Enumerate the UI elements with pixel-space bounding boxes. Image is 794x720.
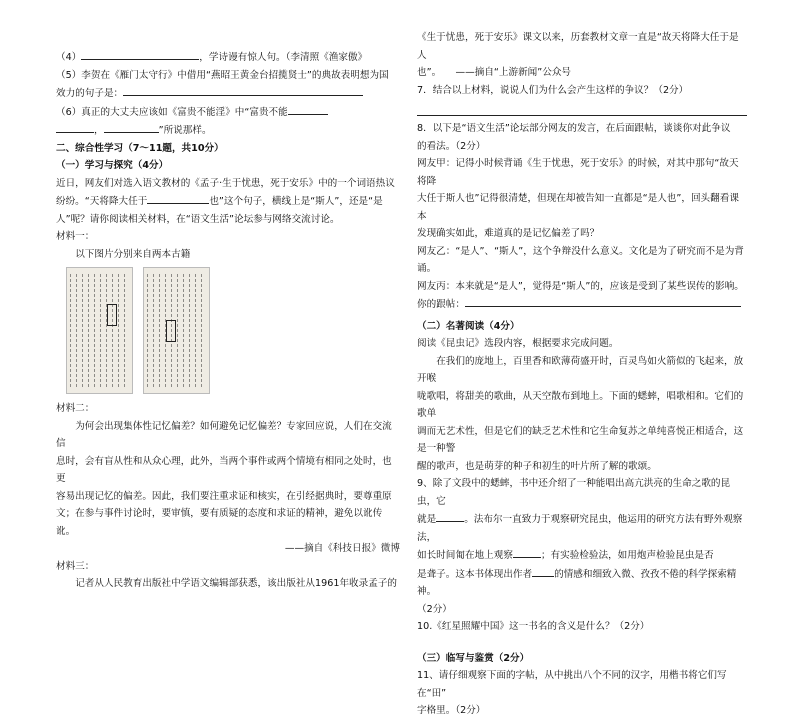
your-post-label: 你的跟帖： [417,299,465,310]
material1-caption: 以下图片分别来自两本古籍 [75,248,191,260]
question-5-line2 [56,84,400,103]
material2-line3: 容易出现记忆的偏差。因此，我们要注重求证和核实，在引经据典时，要尊重原 [56,490,392,502]
intro-blank [147,192,209,204]
q5-line2: 效力的句子是： [56,88,124,99]
q4-suffix: ，学诗谩有惊人句。（李清照《渔家傲》 [199,52,368,63]
left-column [56,0,400,593]
intro-line2 [56,192,400,211]
q9-line2-a: 就是 [417,514,437,525]
q9-line3-a: 如长时间匍在地上观察 [417,550,513,561]
intro-line1: 近日，网友们对选入语文教材的《孟子·生于忧患，死于安乐》中的一个词语热议 [56,177,395,189]
q9-line4-b: 的情感和细致入微、孜孜不倦的科学探索精神。 [417,568,737,597]
sub3-title: （三）临写与鉴赏（2分） [417,652,530,664]
material1-title: 材料一： [56,231,95,242]
passage-line3: 调而无艺术性，但是它们的缺乏艺术性和它生命复苏之单纯喜悦正相适合，这是一种警 [417,425,744,454]
q9-score: （2分） [417,603,452,615]
user-a-line1: 网友甲：记得小时候背诵《生于忧患，死于安乐》的时候，对其中那句“故天将降 [417,158,739,187]
material2-source: ——摘自《科技日报》微博 [284,543,400,554]
question-5 [56,67,400,85]
passage-line4: 醒的歌声，也是萌芽的种子和初生的叶片所了解的歌颂。 [417,460,657,472]
q9-line2-b: 。法布尔一直致力于观察研究昆虫，他运用的研究方法有野外观察法， [417,514,743,543]
q9-blank-1[interactable] [436,510,464,522]
passage-line1: 在我们的庞地上，百里香和欧薄荷盛开时，百灵鸟如火箭似的飞起来，放开喉 [417,355,744,384]
highlight-box [107,304,117,326]
passage-line2: 咙歌唱，将甜美的歌曲，从天空散布到地上。下面的蟋蟀，唱歌相和。它们的歌单 [417,390,744,419]
q5-answer-blank[interactable] [123,84,363,96]
q6-answer-blank-1[interactable] [288,103,328,115]
question-9-line4 [417,565,747,601]
question-6-line2: ， ”所说那样。 [56,121,400,140]
your-post-answer-line[interactable] [465,295,741,307]
question-4 [56,48,400,67]
q9-line3-b: ；有实验检验法，如用炮声检验昆虫是否 [540,550,714,561]
material3-title: 材料三： [56,560,95,572]
q6-answer-blank-2[interactable] [56,121,94,133]
q5-line1: （5）李贺在《雁门太守行》中借用“燕昭王黄金台招揽贤士”的典故表明想为国 [56,69,389,81]
q9-blank-2[interactable] [513,546,541,558]
material2-line1: 为何会出现集体性记忆偏差？如何避免记忆偏差？专家回应说，人们在交流信 [56,420,392,449]
section2-title: 二、综合性学习（7～11题，共10分） [56,142,224,154]
reading-intro: 阅读《昆虫记》选段内容，根据要求完成问题。 [417,338,619,349]
intro-line2-b: 也”这个句子，横线上是“斯人”，还是“是 [209,196,383,207]
intro-line2-a: 纷纷。“天将降大任于 [56,196,148,207]
q4-answer-blank[interactable] [81,48,199,60]
question-9-line1: 9、除了文段中的蟋蟀，书中还介绍了一种能唱出高亢洪亮的生命之歌的昆虫，它 [417,478,731,507]
q7-answer-line[interactable] [417,101,747,116]
sub2-title: （二）名著阅读（4分） [417,320,520,332]
question-6 [56,103,400,122]
ancient-book-images [66,267,400,394]
user-a-line3: 发现确实如此，难道真的是记忆偏差了吗？ [417,228,600,239]
question-11-line2: 字格里。（2分） [417,705,486,716]
highlight-box [166,320,176,342]
question-7: 7．结合以上材料，说说人们为什么会产生这样的争议？（2分） [417,84,689,96]
ancient-book-scan-2 [143,267,210,394]
sub1-title: （一）学习与探究（4分） [56,160,169,171]
q6-answer-blank-3[interactable] [104,121,159,133]
ancient-book-scan-1 [66,267,133,394]
q6-line1: （6）真正的大丈夫应该如《富贵不能淫》中“富贵不能 [56,106,288,118]
material2-line2: 息时，会有盲从性和从众心理，此外，当两个事件或两个情境有相同之处时，也更 [56,455,392,484]
right-column [417,0,747,720]
material3-cont-1: 《生于忧患，死于安乐》课文以来，历套教材文章一直是“故天将降大任于是人 [417,32,739,61]
question-10: 10.《红星照耀中国》这一书名的含义是什么？（2分） [417,621,650,632]
question-9-line2 [417,510,747,546]
q4-prefix: （4） [56,52,82,63]
user-a-line2: 大任于斯人也”记得很清楚，但现在却被告知一直都是“是人也”，回头翻看课本 [417,193,739,222]
question-9-line3 [417,546,747,565]
intro-line3: 人”呢？请你阅读相关材料，在“语文生活”论坛参与网络交流讨论。 [56,213,340,225]
user-c-line1: 网友丙：本来就是“是人”，觉得是“斯人”的，应该是受到了某些误传的影响。 [417,280,744,292]
material2-line4: 文；在参与事件讨论时，要审慎，要有质疑的态度和求证的精神，避免以讹传讹。 [56,508,383,537]
q6-line2-end: ”所说那样。 [158,125,212,136]
q9-blank-3[interactable] [532,565,554,577]
user-b-line1: 网友乙：“是人”、“斯人”，这个争辩没什么意义。文化是为了研究而不是为背诵。 [417,245,744,274]
material2-title: 材料二： [56,403,95,414]
question-11-line1: 11、请仔细观察下面的字帖，从中挑出八个不同的汉字，用楷书将它们写在“田” [417,670,727,699]
q9-line4-a: 是聋子。这本书体现出作者 [417,568,533,580]
question-8-line2: 的看法。（2分） [417,140,486,152]
your-post [417,295,747,314]
material3-line1: 记者从人民教育出版社中学语文编辑部获悉，该出版社从1961年收录孟子的 [75,578,398,589]
material3-cont-2: 也”。 ——摘自“上游新闻”公众号 [417,67,572,78]
question-8-line1: 8．以下是“语文生活”论坛部分网友的发言，在后面跟帖，谈谈你对此争议 [417,123,731,134]
